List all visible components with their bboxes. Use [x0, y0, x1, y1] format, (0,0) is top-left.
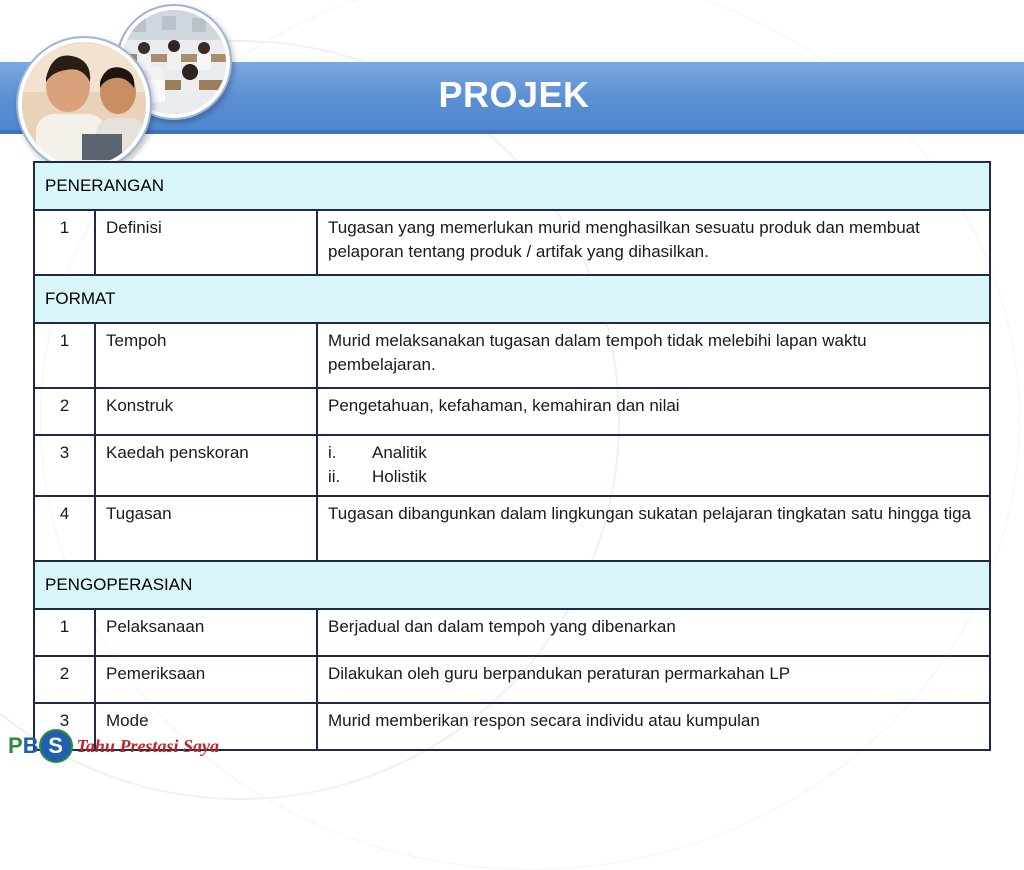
page-title: PROJEK: [438, 74, 590, 115]
pbs-wordmark: [8, 729, 73, 763]
section-header-pengoperasian: [34, 561, 990, 609]
row-number: 3: [34, 703, 95, 750]
table-row: [34, 609, 990, 656]
list-item: [328, 465, 979, 489]
row-description: Pengetahuan, kefahaman, kemahiran dan nilai: [317, 388, 990, 435]
row-number: 3: [34, 435, 95, 496]
list-marker: ii.: [328, 467, 341, 486]
row-number: 1: [34, 323, 95, 388]
section-header-format: [34, 275, 990, 323]
section-heading: PENERANGAN: [34, 162, 990, 210]
tagline: Tahu Prestasi Saya: [76, 735, 219, 756]
row-number: 2: [34, 656, 95, 703]
list-text: Analitik: [372, 443, 427, 462]
table-row: [34, 656, 990, 703]
row-item: Kaedah penskoran: [95, 435, 317, 496]
students-photo: [22, 42, 146, 166]
row-description: Murid memberikan respon secara individu atau kumpulan: [317, 703, 990, 750]
row-number: 1: [34, 210, 95, 275]
row-description: Murid melaksanakan tugasan dalam tempoh tidak melebihi lapan waktu pembelajaran.: [317, 323, 990, 388]
row-description: Tugasan dibangunkan dalam lingkungan sukatan pelajaran tingkatan satu hingga tiga: [317, 496, 990, 561]
row-description: Tugasan yang memerlukan murid menghasilkan sesuatu produk dan membuat pelaporan tentang produk / artifak yang dihasilkan.: [317, 210, 990, 275]
row-item: Pelaksanaan: [95, 609, 317, 656]
logo-letter-b: B: [22, 733, 39, 758]
row-item: Konstruk: [95, 388, 317, 435]
pbs-logo: [8, 728, 219, 764]
section-heading: FORMAT: [34, 275, 990, 323]
row-item: Pemeriksaan: [95, 656, 317, 703]
row-item: Mode: [95, 703, 317, 750]
list-item: [328, 441, 979, 465]
logo-letter-p: P: [8, 733, 23, 758]
table-row: [34, 210, 990, 275]
row-description: Berjadual dan dalam tempoh yang dibenarkan: [317, 609, 990, 656]
logo-letter-s: S: [39, 729, 73, 763]
section-header-penerangan: [34, 162, 990, 210]
row-number: 4: [34, 496, 95, 561]
section-heading: PENGOPERASIAN: [34, 561, 990, 609]
table-row: [34, 388, 990, 435]
row-description: Dilakukan oleh guru berpandukan peraturan permarkahan LP: [317, 656, 990, 703]
table-row: [34, 496, 990, 561]
row-number: 1: [34, 609, 95, 656]
row-item: Tugasan: [95, 496, 317, 561]
row-description: [317, 435, 990, 496]
table-row: [34, 323, 990, 388]
project-table: [33, 161, 991, 751]
row-number: 2: [34, 388, 95, 435]
row-item: Tempoh: [95, 323, 317, 388]
table-row: [34, 435, 990, 496]
list-text: Holistik: [372, 467, 427, 486]
list-marker: i.: [328, 443, 337, 462]
row-item: Definisi: [95, 210, 317, 275]
